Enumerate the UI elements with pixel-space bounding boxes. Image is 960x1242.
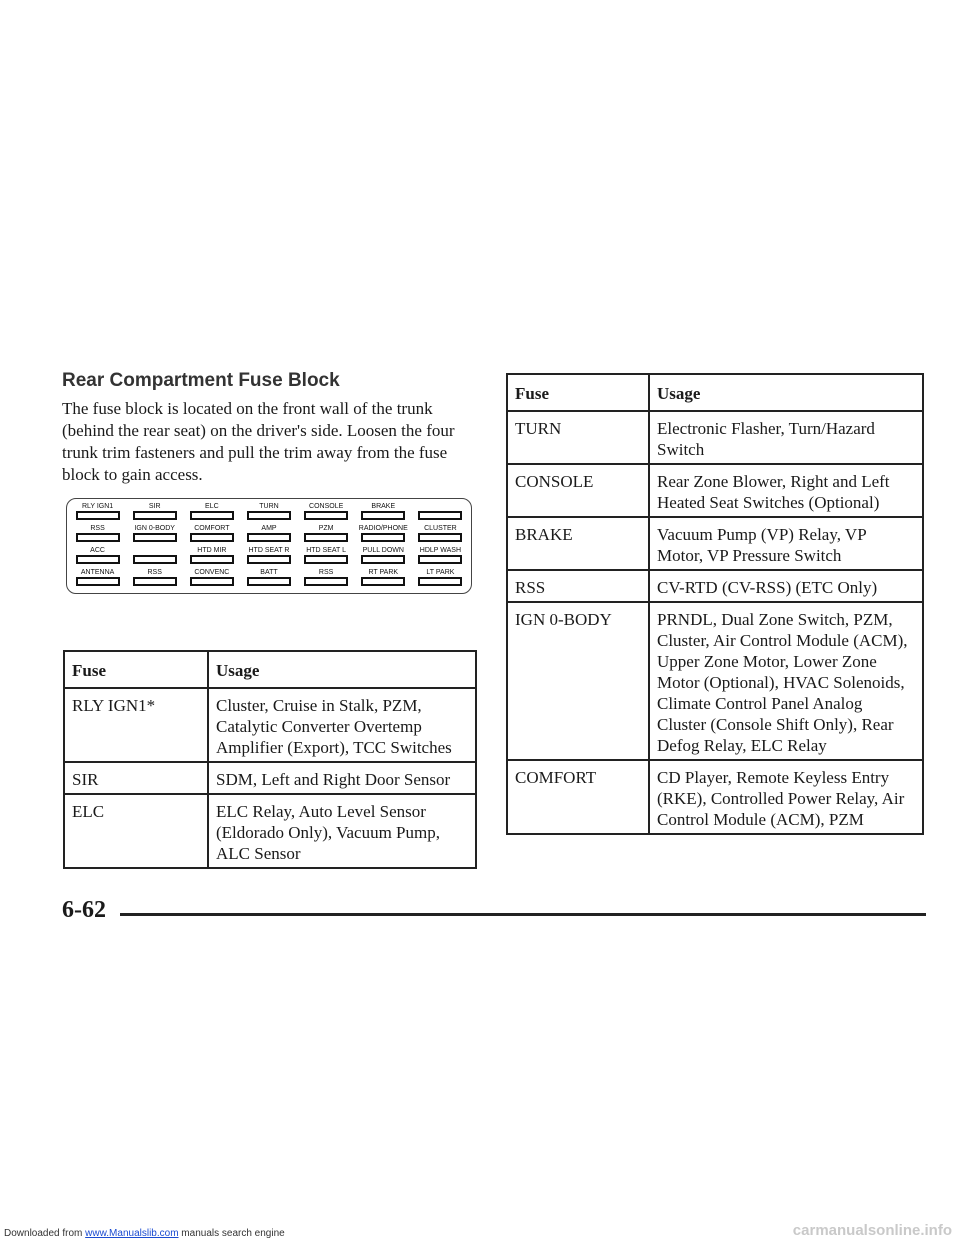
fuse-slot-outline	[76, 555, 120, 564]
table-header-row	[64, 651, 476, 688]
footer-suffix: manuals search engine	[178, 1228, 285, 1239]
fuse-name: COMFORT	[507, 760, 649, 834]
fuse-slot-outline	[76, 511, 120, 520]
fuse-slot-label: ANTENNA	[80, 569, 115, 576]
footer-watermark: carmanualsonline.info	[792, 1222, 952, 1239]
fuse-slot-label: ACC	[90, 547, 105, 554]
fuse-usage: PRNDL, Dual Zone Switch, PZM, Cluster, Air Control Module (ACM), Upper Zone Motor, Lower Zone Motor (Optional), HVAC Solenoids, Climate Control Panel Analog Cluster (Console Shift Only), Rear Defog Relay, ELC Relay	[649, 602, 923, 760]
fuse-name: ELC	[64, 794, 208, 868]
table-row	[64, 688, 476, 762]
fuse-slot-label: RT PARK	[368, 569, 399, 576]
fuse-usage: Cluster, Cruise in Stalk, PZM, Catalytic Converter Overtemp Amplifier (Export), TCC Switches	[208, 688, 476, 762]
fuse-slot-outline	[247, 577, 291, 586]
fuse-slot-outline	[190, 533, 234, 542]
fuse-slot	[416, 503, 465, 525]
fuse-slot	[302, 569, 351, 591]
fuse-slot-label: PZM	[318, 525, 334, 532]
fuse-slot-label: BRAKE	[371, 503, 396, 510]
fuse-usage: Electronic Flasher, Turn/Hazard Switch	[649, 411, 923, 464]
fuse-slot-label: SIR	[148, 503, 161, 510]
header-usage: Usage	[208, 651, 476, 688]
fuse-slot	[302, 503, 351, 525]
table-row	[507, 411, 923, 464]
fuse-slot-label: BATT	[260, 569, 278, 576]
table-row	[507, 760, 923, 834]
fuse-slot-label: TURN	[259, 503, 279, 510]
page-number: 6-62	[62, 897, 106, 923]
fuse-slot-label: CONVENC	[194, 569, 230, 576]
fuse-slot	[130, 547, 179, 569]
page-rule	[120, 913, 926, 916]
fuse-slot-outline	[190, 511, 234, 520]
table-row	[64, 794, 476, 868]
fuse-slot-label: HTD MIR	[197, 547, 227, 554]
fuse-slot-label	[154, 547, 156, 555]
fuse-slot-outline	[418, 555, 462, 564]
fuse-usage: SDM, Left and Right Door Sensor	[208, 762, 476, 794]
intro-paragraph: The fuse block is located on the front wall of the trunk (behind the rear seat) on the driver's side. Loosen the four trunk trim fasteners and pull the trim away from the fuse block to gain access.	[62, 399, 455, 484]
fuse-slot	[244, 525, 293, 547]
table-row	[507, 570, 923, 602]
fuse-slot	[244, 503, 293, 525]
fuse-name: CONSOLE	[507, 464, 649, 517]
fuse-slot	[130, 569, 179, 591]
fuse-slot	[187, 503, 236, 525]
fuse-slot	[187, 547, 236, 569]
fuse-slot-label: CONSOLE	[309, 503, 344, 510]
header-fuse: Fuse	[507, 374, 649, 411]
fuse-slot-outline	[361, 555, 405, 564]
fuse-slot-label: RSS	[318, 569, 334, 576]
table-header-row	[507, 374, 923, 411]
footer-source	[4, 1228, 285, 1239]
fuse-slot-outline	[304, 511, 348, 520]
fuse-slot	[187, 569, 236, 591]
fuse-slot-outline	[418, 533, 462, 542]
fuse-slot	[359, 525, 408, 547]
fuse-name: SIR	[64, 762, 208, 794]
fuse-usage: Vacuum Pump (VP) Relay, VP Motor, VP Pressure Switch	[649, 517, 923, 570]
table-row	[507, 602, 923, 760]
diagram-row	[73, 547, 465, 569]
fuse-slot	[302, 547, 351, 569]
fuse-slot-label	[439, 503, 441, 511]
fuse-slot-outline	[133, 533, 177, 542]
fuse-slot-label: CLUSTER	[424, 525, 457, 532]
fuse-table-right	[506, 373, 924, 835]
fuse-name: BRAKE	[507, 517, 649, 570]
fuse-slot-outline	[247, 533, 291, 542]
fuse-slot-outline	[304, 533, 348, 542]
fuse-usage: CV-RTD (CV-RSS) (ETC Only)	[649, 570, 923, 602]
fuse-slot-outline	[190, 577, 234, 586]
fuse-slot	[359, 569, 408, 591]
fuse-slot-label: RSS	[90, 525, 105, 532]
fuse-slot-outline	[190, 555, 234, 564]
fuse-slot	[130, 525, 179, 547]
fuse-slot	[73, 503, 122, 525]
fuse-slot-label: ELC	[205, 503, 219, 510]
header-usage: Usage	[649, 374, 923, 411]
fuse-slot	[244, 547, 293, 569]
fuse-slot-label: IGN 0-BODY	[134, 525, 175, 532]
fuse-slot-outline	[133, 577, 177, 586]
fuse-slot	[73, 547, 122, 569]
table-row	[64, 762, 476, 794]
fuse-slot-outline	[133, 555, 177, 564]
diagram-row	[73, 569, 465, 591]
fuse-slot	[416, 569, 465, 591]
fuse-slot-outline	[418, 511, 462, 520]
fuse-slot-label: RADIO/PHONE	[358, 525, 408, 532]
diagram-row	[73, 525, 465, 547]
fuse-slot	[302, 525, 351, 547]
fuse-slot	[73, 569, 122, 591]
footer-prefix: Downloaded from	[4, 1228, 86, 1239]
fuse-slot	[416, 547, 465, 569]
fuse-slot-outline	[361, 533, 405, 542]
fuse-slot-outline	[76, 577, 120, 586]
table-row	[507, 464, 923, 517]
fuse-name: IGN 0-BODY	[507, 602, 649, 760]
footer-link[interactable]: www.Manualslib.com	[85, 1228, 179, 1239]
fuse-slot-outline	[133, 511, 177, 520]
fuse-slot	[73, 525, 122, 547]
fuse-slot-outline	[304, 577, 348, 586]
fuse-slot-label: HTD SEAT R	[248, 547, 290, 554]
fuse-table-left	[63, 650, 477, 869]
diagram-row	[73, 503, 465, 525]
fuse-slot-label: AMP	[261, 525, 277, 532]
fuse-name: RSS	[507, 570, 649, 602]
fuse-slot	[187, 525, 236, 547]
fuse-slot	[130, 503, 179, 525]
fuse-slot-outline	[361, 577, 405, 586]
fuse-slot-label: RLY IGN1	[81, 503, 114, 510]
fuse-usage: ELC Relay, Auto Level Sensor (Eldorado Only), Vacuum Pump, ALC Sensor	[208, 794, 476, 868]
fuse-slot-label: LT PARK	[426, 569, 455, 576]
table-row	[507, 517, 923, 570]
fuse-slot-label: PULL DOWN	[362, 547, 404, 554]
fuse-slot-label: RSS	[147, 569, 162, 576]
fuse-usage: Rear Zone Blower, Right and Left Heated Seat Switches (Optional)	[649, 464, 923, 517]
fuse-slot-outline	[76, 533, 120, 542]
fuse-usage: CD Player, Remote Keyless Entry (RKE), Controlled Power Relay, Air Control Module (ACM), PZM	[649, 760, 923, 834]
fuse-slot-label: HDLP WASH	[419, 547, 462, 554]
fuse-slot	[416, 525, 465, 547]
fuse-name: TURN	[507, 411, 649, 464]
fuse-slot-label: HTD SEAT L	[306, 547, 347, 554]
fuse-slot-outline	[247, 555, 291, 564]
fuse-slot	[359, 547, 408, 569]
header-fuse: Fuse	[64, 651, 208, 688]
fuse-name: RLY IGN1*	[64, 688, 208, 762]
fuse-slot-outline	[247, 511, 291, 520]
fuse-slot	[359, 503, 408, 525]
fuse-slot-outline	[418, 577, 462, 586]
fuse-slot-outline	[361, 511, 405, 520]
fuse-slot-outline	[304, 555, 348, 564]
fuse-slot-label: COMFORT	[194, 525, 230, 532]
fuse-block-diagram	[66, 498, 472, 594]
section-title: Rear Compartment Fuse Block	[62, 370, 340, 391]
fuse-slot	[244, 569, 293, 591]
